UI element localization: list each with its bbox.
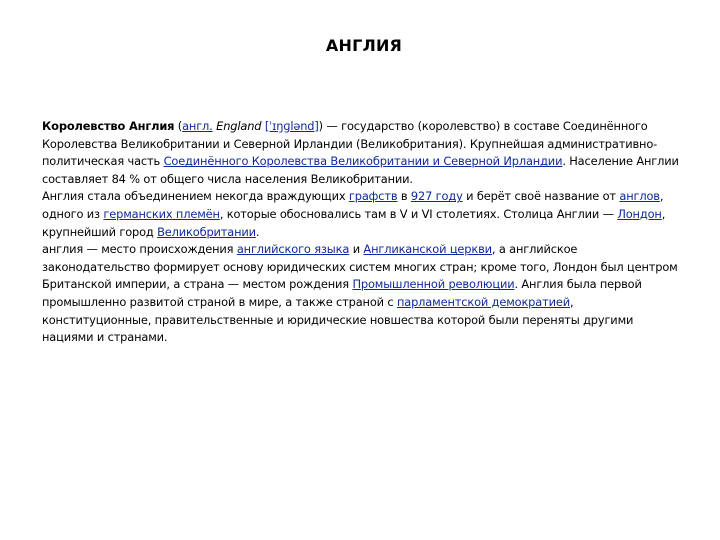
text-segment: . — [255, 224, 260, 239]
text-segment: , которые обосновались там в V и VI столетиях. Столица Англии — — [219, 206, 618, 221]
page-title: АНГЛИЯ — [325, 36, 403, 55]
text-segment: ) — государство (королевство) в составе Соединённого Королевства Великобритании и Северной Ирландии (Великобритания). Крупнейшая административно-политическая часть — [42, 119, 658, 169]
link-parliamentary-democracy[interactable]: парламентской демократией — [396, 294, 570, 309]
link-angles[interactable]: англов — [619, 189, 660, 204]
country-name-bold: Королевство Англия — [42, 119, 175, 133]
text-segment: в — [397, 189, 411, 204]
paragraph-significance — [42, 241, 682, 347]
paragraph-history — [42, 188, 682, 241]
link-counties[interactable]: графств — [348, 189, 398, 204]
english-name-italic: England — [216, 119, 262, 133]
article-body — [42, 118, 682, 347]
text-segment: , а английское законодательство формирует основу юридических систем многих стран; кроме того, Лондон был центром Британской империи, а страна — местом рождения — [42, 242, 678, 292]
text-segment: , конституционные, правительственные и юридические новшества которой были переняты другими нациями и странами. — [42, 294, 634, 345]
text-segment: англия — место происхождения — [42, 242, 237, 257]
text-segment: , крупнейший город — [42, 206, 666, 239]
text-segment: . Население Англии составляет 84 % от общего числа населения Великобритании. — [42, 154, 679, 186]
link-germanic-tribes[interactable]: германских племён — [103, 206, 220, 221]
text-segment: и — [349, 242, 364, 257]
text-segment: и берёт своё название от — [462, 189, 620, 204]
link-year-927[interactable]: 927 году — [410, 189, 463, 204]
link-ipa-pronunciation[interactable]: [ˈɪŋɡlənd] — [264, 119, 319, 133]
link-anglican-church[interactable]: Англиканской церкви — [363, 242, 492, 257]
text-segment: . Англия была первой промышленно развитой страной в мире, а также страной с — [42, 277, 642, 309]
link-united-kingdom[interactable]: Соединённого Королевства Великобритании и Северной Ирландии — [163, 154, 563, 169]
link-london[interactable]: Лондон — [617, 206, 662, 221]
text-segment: , одного из — [42, 189, 664, 221]
text-segment: ( — [174, 119, 183, 133]
paragraph-intro — [42, 118, 682, 188]
text-segment: Англия стала объединением некогда враждующих — [42, 189, 349, 204]
link-great-britain[interactable]: Великобритании — [157, 224, 256, 239]
link-english-language[interactable]: английского языка — [236, 242, 350, 257]
link-english-abbrev[interactable]: англ. — [182, 119, 213, 133]
link-industrial-revolution[interactable]: Промышленной революции — [352, 277, 515, 292]
